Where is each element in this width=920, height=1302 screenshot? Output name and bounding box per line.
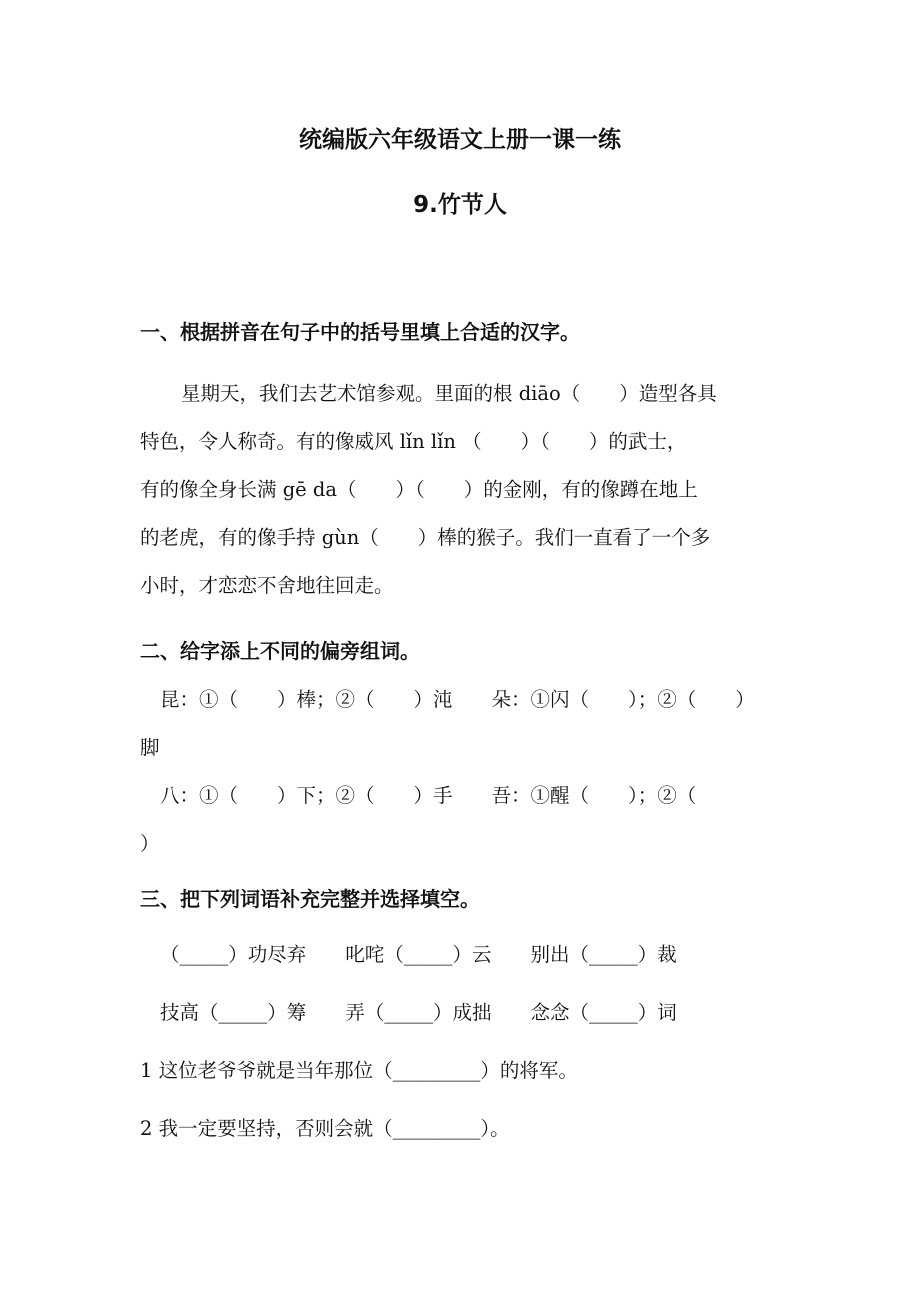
section-3-line: 技高（_____）筹 弄（_____）成拙 念念（_____）词 [160,1001,677,1024]
section-1-heading: 一、根据拼音在句子中的括号里填上合适的汉字。 [140,320,580,344]
section-1-line: 特色，令人称奇。有的像威风 lǐn lǐn （ ）（ ）的武士， [140,430,687,453]
section-3-heading: 三、把下列词语补充完整并选择填空。 [140,887,480,911]
section-2-line: 昆：①（ ）棒；②（ ）沌 朵：①闪（ ）；②（ ） [160,688,755,711]
section-3-line: （_____）功尽弃 叱咤（_____）云 别出（_____）裁 [160,943,677,966]
section-3-line: 2 我一定要坚持，否则会就（_________）。 [140,1117,510,1140]
section-1-line: 小时，才恋恋不舍地往回走。 [140,574,394,597]
section-2-line: 脚 [140,736,160,759]
section-1-line: 星期天，我们去艺术馆参观。里面的根 diāo（ ）造型各具 [181,382,717,405]
section-3-line: 1 这位老爷爷就是当年那位（_________）的将军。 [140,1059,578,1082]
section-2-heading: 二、给字添上不同的偏旁组词。 [140,639,420,663]
section-1-line: 的老虎，有的像手持 gùn（ ）棒的猴子。我们一直看了一个多 [140,526,711,549]
section-2-line: ） [140,832,160,855]
section-2-line: 八：①（ ）下；②（ ）手 吾：①醒（ ）；②（ [160,784,697,807]
lesson-title: 9.竹节人 [413,192,507,218]
section-1-line: 有的像全身长满 gē da（ ）（ ）的金刚，有的像蹲在地上 [140,478,698,501]
document-title: 统编版六年级语文上册一课一练 [299,127,621,153]
